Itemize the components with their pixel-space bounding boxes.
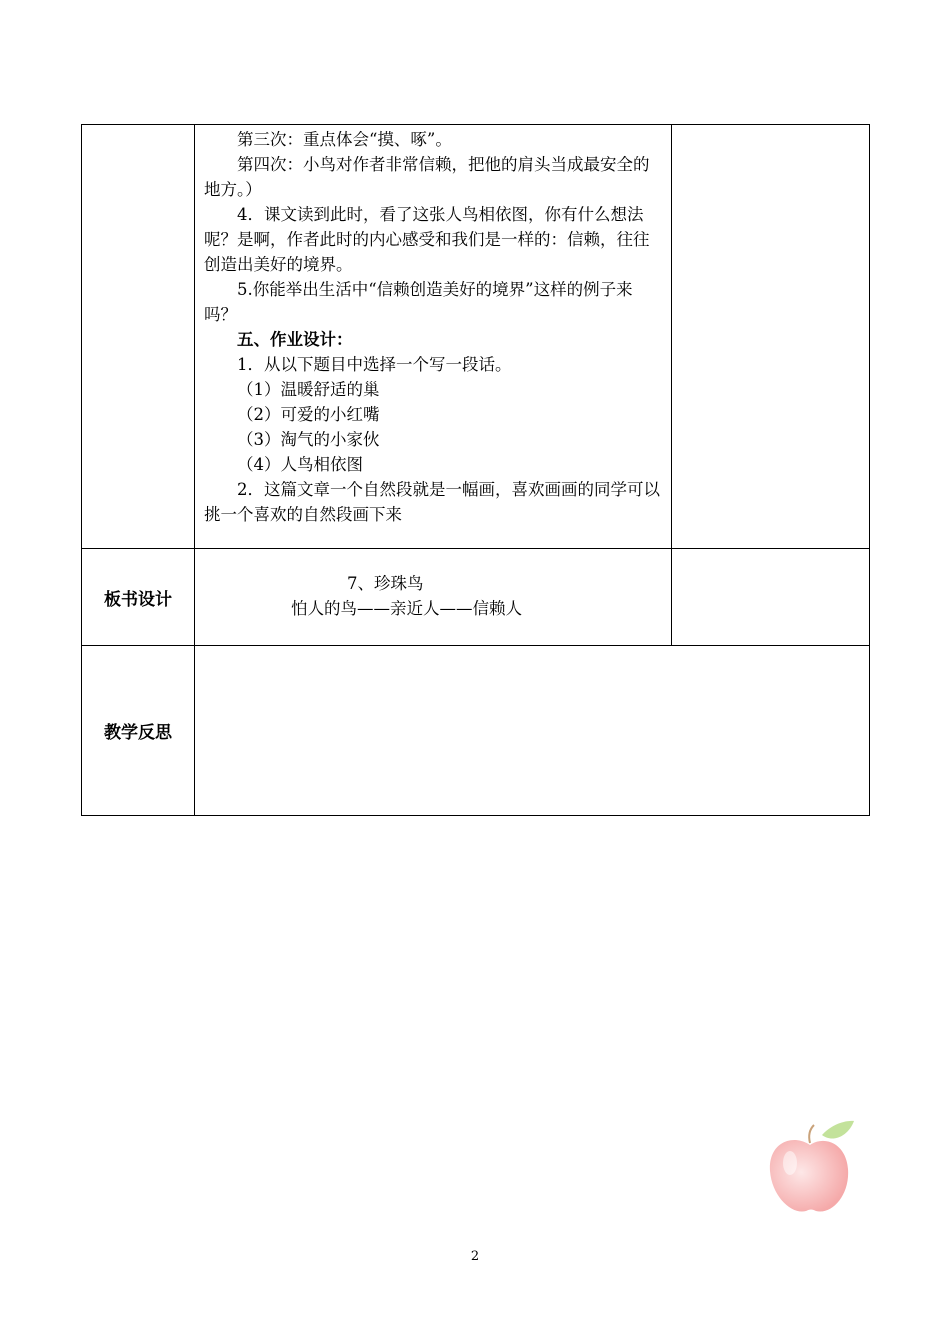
content-line-3: 4．课文读到此时，看了这张人鸟相依图，你有什么想法呢？是啊，作者此时的内心感受和我们是一样的：信赖，往往创造出美好的境界。 — [204, 205, 650, 274]
content-line-4: 5.你能举出生活中“信赖创造美好的境界”这样的例子来吗？ — [204, 280, 633, 324]
content-line-9: （3）淘气的小家伙 — [237, 430, 380, 449]
board-line-title: 7、珍珠鸟 — [347, 574, 424, 593]
reflection-label: 教学反思 — [82, 646, 195, 816]
board-design-label: 板书设计 — [82, 549, 195, 646]
content-line-11: 2．这篇文章一个自然段就是一幅画，喜欢画画的同学可以挑一个喜欢的自然段画下来 — [204, 480, 660, 524]
reflection-cell — [195, 646, 870, 816]
content-line-6: 1．从以下题目中选择一个写一段话。 — [237, 355, 512, 374]
homework-heading: 五、作业设计： — [237, 330, 353, 349]
notes-cell — [672, 125, 870, 549]
board-design-cell — [195, 549, 672, 646]
label-cell-empty — [82, 125, 195, 549]
table-row-board — [82, 549, 870, 646]
apple-watermark-icon — [762, 1113, 858, 1217]
lesson-plan-table — [81, 124, 870, 816]
content-line-10: （4）人鸟相依图 — [237, 455, 363, 474]
table-row-content — [82, 125, 870, 549]
table-row-reflection — [82, 646, 870, 816]
content-line-7: （1）温暖舒适的巢 — [237, 380, 380, 399]
content-line-1: 第三次：重点体会“摸、啄”。 — [237, 130, 452, 149]
board-notes-cell — [672, 549, 870, 646]
content-line-2: 第四次：小鸟对作者非常信赖，把他的肩头当成最安全的地方。） — [204, 155, 650, 199]
content-line-8: （2）可爱的小红嘴 — [237, 405, 380, 424]
board-line-flow: 怕人的鸟——亲近人——信赖人 — [291, 599, 522, 618]
content-cell — [195, 125, 672, 549]
page-number: 2 — [470, 1249, 480, 1264]
